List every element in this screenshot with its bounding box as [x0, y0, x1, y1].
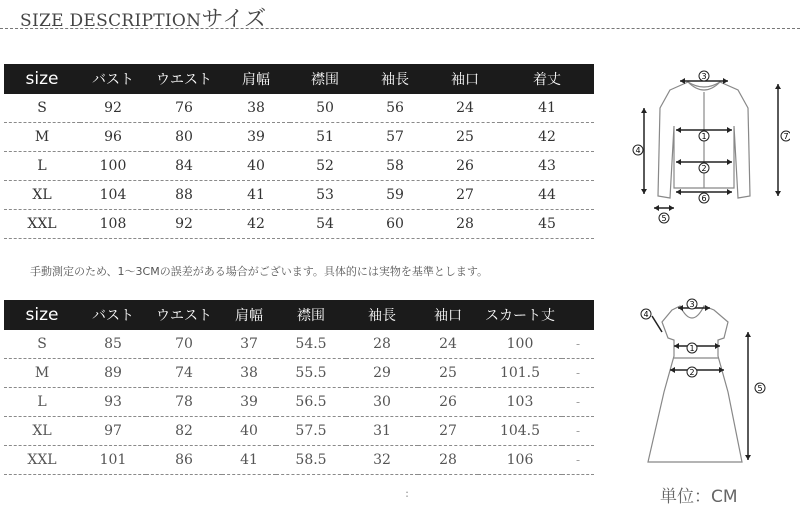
column-header: バスト: [80, 300, 146, 330]
column-header: 襟围: [290, 64, 360, 94]
table-cell: 38: [222, 94, 290, 123]
table-cell: 43: [500, 152, 594, 181]
table-cell: 24: [430, 94, 500, 123]
table-cell: 106: [478, 446, 562, 475]
table-header-row: [4, 64, 594, 94]
table-row: [4, 330, 594, 359]
size-cell: S: [4, 330, 80, 359]
table-cell: 74: [146, 359, 222, 388]
table-cell: 56: [360, 94, 430, 123]
table-cell: 27: [430, 181, 500, 210]
jacket-diagram-icon: [630, 68, 790, 228]
table-cell: 100: [80, 152, 146, 181]
dress-diagram-icon: [630, 296, 770, 468]
table-cell: 52: [290, 152, 360, 181]
table-cell: 41: [500, 94, 594, 123]
table-cell: 27: [418, 417, 478, 446]
column-header: ウエスト: [146, 64, 222, 94]
table-cell: 41: [222, 446, 276, 475]
table-cell: 96: [80, 123, 146, 152]
table-cell: 88: [146, 181, 222, 210]
size-cell: L: [4, 388, 80, 417]
table-row: [4, 388, 594, 417]
table-cell: 78: [146, 388, 222, 417]
table-cell: 57.5: [276, 417, 346, 446]
measurement-note: 手動測定のため、1〜3CMの誤差がある場合がございます。具体的には実物を基準とします。: [30, 265, 488, 278]
column-header: 肩幅: [222, 300, 276, 330]
column-header: バスト: [80, 64, 146, 94]
marker-2: 2: [689, 368, 695, 377]
marker-4: 4: [643, 310, 649, 319]
table-cell: 28: [418, 446, 478, 475]
table-cell: 84: [146, 152, 222, 181]
table-cell: -: [562, 388, 594, 417]
table-cell: 76: [146, 94, 222, 123]
table-cell: 25: [430, 123, 500, 152]
column-header: 袖口: [418, 300, 478, 330]
size-cell: XXL: [4, 446, 80, 475]
column-header: スカート丈: [478, 300, 562, 330]
table-row: [4, 417, 594, 446]
marker-3: 3: [689, 300, 695, 309]
table-cell: 86: [146, 446, 222, 475]
table-cell: 101.5: [478, 359, 562, 388]
size-cell: XXL: [4, 210, 80, 239]
table-row: [4, 94, 594, 123]
table-cell: 89: [80, 359, 146, 388]
table-cell: 59: [360, 181, 430, 210]
table-cell: 51: [290, 123, 360, 152]
table-cell: 58.5: [276, 446, 346, 475]
table-cell: 29: [346, 359, 418, 388]
table-cell: 104: [80, 181, 146, 210]
marker-5: 5: [661, 214, 667, 223]
header-divider: [0, 28, 800, 29]
table-cell: 92: [80, 94, 146, 123]
unit-label: 単位：CM: [660, 487, 738, 507]
table-cell: 97: [80, 417, 146, 446]
column-header: [562, 300, 594, 330]
table-cell: 100: [478, 330, 562, 359]
column-header: 袖長: [346, 300, 418, 330]
size-cell: M: [4, 359, 80, 388]
table-cell: 54.5: [276, 330, 346, 359]
marker-1: 1: [689, 344, 695, 353]
size-cell: XL: [4, 181, 80, 210]
dress-size-table: [4, 300, 594, 475]
table-cell: 104.5: [478, 417, 562, 446]
table-cell: 55.5: [276, 359, 346, 388]
table-cell: 26: [418, 388, 478, 417]
table-cell: 54: [290, 210, 360, 239]
column-header: 袖長: [360, 64, 430, 94]
table-row: [4, 359, 594, 388]
marker-3: 3: [701, 72, 707, 81]
table-cell: 53: [290, 181, 360, 210]
table-cell: 70: [146, 330, 222, 359]
page-title-en: SIZE DESCRIPTION: [20, 11, 202, 31]
size-cell: L: [4, 152, 80, 181]
table-cell: 39: [222, 123, 290, 152]
table-cell: 103: [478, 388, 562, 417]
column-header: 着丈: [500, 64, 594, 94]
marker-1: 1: [701, 132, 707, 141]
table-cell: -: [562, 330, 594, 359]
table-row: [4, 152, 594, 181]
table-cell: -: [562, 446, 594, 475]
table-cell: 58: [360, 152, 430, 181]
column-header: size: [4, 64, 80, 94]
table-cell: 108: [80, 210, 146, 239]
table-cell: 30: [346, 388, 418, 417]
table-cell: 42: [500, 123, 594, 152]
table-cell: 93: [80, 388, 146, 417]
marker-7: 7: [783, 132, 789, 141]
table-cell: 37: [222, 330, 276, 359]
table-cell: 45: [500, 210, 594, 239]
table-cell: 40: [222, 417, 276, 446]
table-cell: 80: [146, 123, 222, 152]
table-cell: 26: [430, 152, 500, 181]
table-cell: 24: [418, 330, 478, 359]
table-cell: 60: [360, 210, 430, 239]
table-cell: 40: [222, 152, 290, 181]
table-cell: 41: [222, 181, 290, 210]
table-cell: 82: [146, 417, 222, 446]
table-cell: 31: [346, 417, 418, 446]
size-cell: S: [4, 94, 80, 123]
jacket-size-table: [4, 64, 594, 239]
table-cell: 85: [80, 330, 146, 359]
table-cell: 28: [430, 210, 500, 239]
table-row: [4, 446, 594, 475]
marker-5: 5: [757, 384, 763, 393]
table-cell: 32: [346, 446, 418, 475]
table-cell: 25: [418, 359, 478, 388]
marker-4: 4: [635, 146, 641, 155]
marker-6: 6: [701, 194, 707, 203]
table-cell: 56.5: [276, 388, 346, 417]
table-cell: 42: [222, 210, 290, 239]
table-row: [4, 210, 594, 239]
table-cell: 44: [500, 181, 594, 210]
column-header: 袖口: [430, 64, 500, 94]
table-cell: 39: [222, 388, 276, 417]
table-cell: -: [562, 359, 594, 388]
table-cell: 92: [146, 210, 222, 239]
table-cell: -: [562, 417, 594, 446]
size-cell: XL: [4, 417, 80, 446]
page-title-jp: サイズ: [201, 7, 267, 32]
table-cell: 38: [222, 359, 276, 388]
marker-2: 2: [701, 164, 707, 173]
table-row: [4, 181, 594, 210]
stray-mark: :: [405, 486, 410, 500]
column-header: ウエスト: [146, 300, 222, 330]
table-cell: 57: [360, 123, 430, 152]
column-header: size: [4, 300, 80, 330]
table-cell: 50: [290, 94, 360, 123]
column-header: 襟围: [276, 300, 346, 330]
table-cell: 101: [80, 446, 146, 475]
column-header: 肩幅: [222, 64, 290, 94]
size-cell: M: [4, 123, 80, 152]
table-header-row: [4, 300, 594, 330]
table-cell: 28: [346, 330, 418, 359]
table-row: [4, 123, 594, 152]
